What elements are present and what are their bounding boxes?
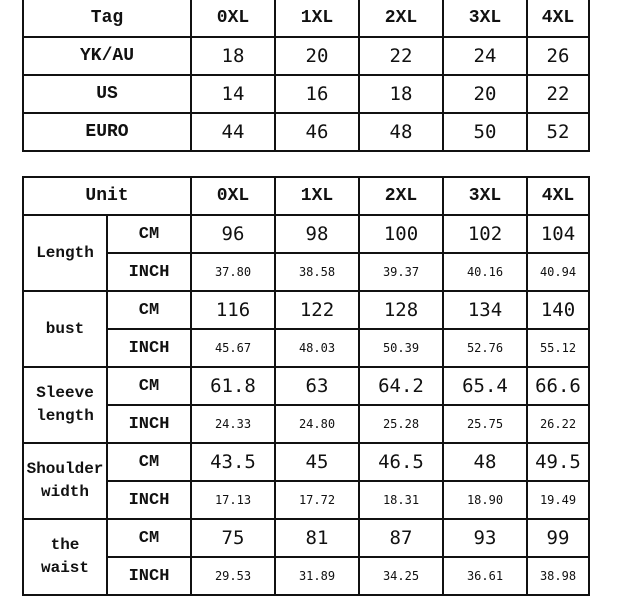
table-row [23, 253, 589, 291]
table-header-row [23, 177, 589, 215]
table-cell: 48.03 [275, 329, 359, 367]
header-cell: 0XL [191, 0, 275, 37]
table-cell: 34.25 [359, 557, 443, 595]
header-cell: Tag [23, 0, 191, 37]
size-tag-table [22, 0, 590, 152]
header-cell: 0XL [191, 177, 275, 215]
measurement-label: bust [23, 291, 107, 367]
table-cell: 40.94 [527, 253, 589, 291]
row-label: EURO [23, 113, 191, 151]
unit-cell: CM [107, 215, 191, 253]
table-row [23, 481, 589, 519]
table-cell: 75 [191, 519, 275, 557]
table-cell: 26 [527, 37, 589, 75]
table-cell: 17.72 [275, 481, 359, 519]
table-cell: 24.80 [275, 405, 359, 443]
table-cell: 66.6 [527, 367, 589, 405]
table-cell: 46 [275, 113, 359, 151]
table-cell: 25.28 [359, 405, 443, 443]
header-cell: 1XL [275, 0, 359, 37]
table-cell: 18.90 [443, 481, 527, 519]
table-cell: 87 [359, 519, 443, 557]
header-cell: 3XL [443, 0, 527, 37]
table-cell: 18 [191, 37, 275, 75]
header-cell: 2XL [359, 177, 443, 215]
unit-cell: CM [107, 443, 191, 481]
table-cell: 45 [275, 443, 359, 481]
table-cell: 116 [191, 291, 275, 329]
table-cell: 52.76 [443, 329, 527, 367]
table-cell: 52 [527, 113, 589, 151]
table-cell: 122 [275, 291, 359, 329]
table-cell: 39.37 [359, 253, 443, 291]
table-cell: 14 [191, 75, 275, 113]
table-cell: 81 [275, 519, 359, 557]
table-cell: 104 [527, 215, 589, 253]
header-cell: 2XL [359, 0, 443, 37]
table-cell: 99 [527, 519, 589, 557]
measurement-label: the waist [23, 519, 107, 595]
header-cell: Unit [23, 177, 191, 215]
row-label: US [23, 75, 191, 113]
table-cell: 37.80 [191, 253, 275, 291]
table-row [23, 405, 589, 443]
table-row [23, 329, 589, 367]
table-row [23, 75, 589, 113]
measurement-label: Shoulder width [23, 443, 107, 519]
table-cell: 63 [275, 367, 359, 405]
table-cell: 24 [443, 37, 527, 75]
measurement-table [22, 176, 590, 596]
table-cell: 18.31 [359, 481, 443, 519]
table-cell: 45.67 [191, 329, 275, 367]
measurement-label: Length [23, 215, 107, 291]
header-cell: 1XL [275, 177, 359, 215]
table-cell: 65.4 [443, 367, 527, 405]
table-cell: 19.49 [527, 481, 589, 519]
table-cell: 48 [443, 443, 527, 481]
unit-cell: INCH [107, 329, 191, 367]
table-cell: 16 [275, 75, 359, 113]
table-cell: 43.5 [191, 443, 275, 481]
table-cell: 17.13 [191, 481, 275, 519]
table-cell: 40.16 [443, 253, 527, 291]
table-cell: 50.39 [359, 329, 443, 367]
unit-cell: INCH [107, 405, 191, 443]
table-row [23, 557, 589, 595]
table-cell: 20 [443, 75, 527, 113]
unit-cell: CM [107, 367, 191, 405]
table-cell: 22 [527, 75, 589, 113]
table-row [23, 215, 589, 253]
unit-cell: INCH [107, 481, 191, 519]
table-cell: 46.5 [359, 443, 443, 481]
table-cell: 25.75 [443, 405, 527, 443]
table-cell: 18 [359, 75, 443, 113]
table-cell: 20 [275, 37, 359, 75]
table-cell: 48 [359, 113, 443, 151]
table-cell: 29.53 [191, 557, 275, 595]
table-cell: 38.58 [275, 253, 359, 291]
measurement-label: Sleeve length [23, 367, 107, 443]
table-cell: 96 [191, 215, 275, 253]
table-cell: 55.12 [527, 329, 589, 367]
table-cell: 134 [443, 291, 527, 329]
row-label: YK/AU [23, 37, 191, 75]
table-cell: 36.61 [443, 557, 527, 595]
unit-cell: CM [107, 291, 191, 329]
table-cell: 64.2 [359, 367, 443, 405]
table-row [23, 113, 589, 151]
header-cell: 4XL [527, 0, 589, 37]
table-row [23, 291, 589, 329]
unit-cell: INCH [107, 557, 191, 595]
table-cell: 44 [191, 113, 275, 151]
table-row [23, 367, 589, 405]
table-cell: 93 [443, 519, 527, 557]
table-cell: 128 [359, 291, 443, 329]
table-row [23, 519, 589, 557]
table-cell: 22 [359, 37, 443, 75]
table-cell: 102 [443, 215, 527, 253]
table-cell: 100 [359, 215, 443, 253]
table-cell: 24.33 [191, 405, 275, 443]
table-header-row [23, 0, 589, 37]
table-cell: 50 [443, 113, 527, 151]
table-cell: 49.5 [527, 443, 589, 481]
unit-cell: CM [107, 519, 191, 557]
header-cell: 3XL [443, 177, 527, 215]
table-row [23, 443, 589, 481]
table-cell: 38.98 [527, 557, 589, 595]
unit-cell: INCH [107, 253, 191, 291]
measurement-groups [23, 215, 589, 595]
table-row [23, 37, 589, 75]
table-cell: 98 [275, 215, 359, 253]
table-cell: 61.8 [191, 367, 275, 405]
header-cell: 4XL [527, 177, 589, 215]
table-cell: 140 [527, 291, 589, 329]
table-cell: 31.89 [275, 557, 359, 595]
table-cell: 26.22 [527, 405, 589, 443]
